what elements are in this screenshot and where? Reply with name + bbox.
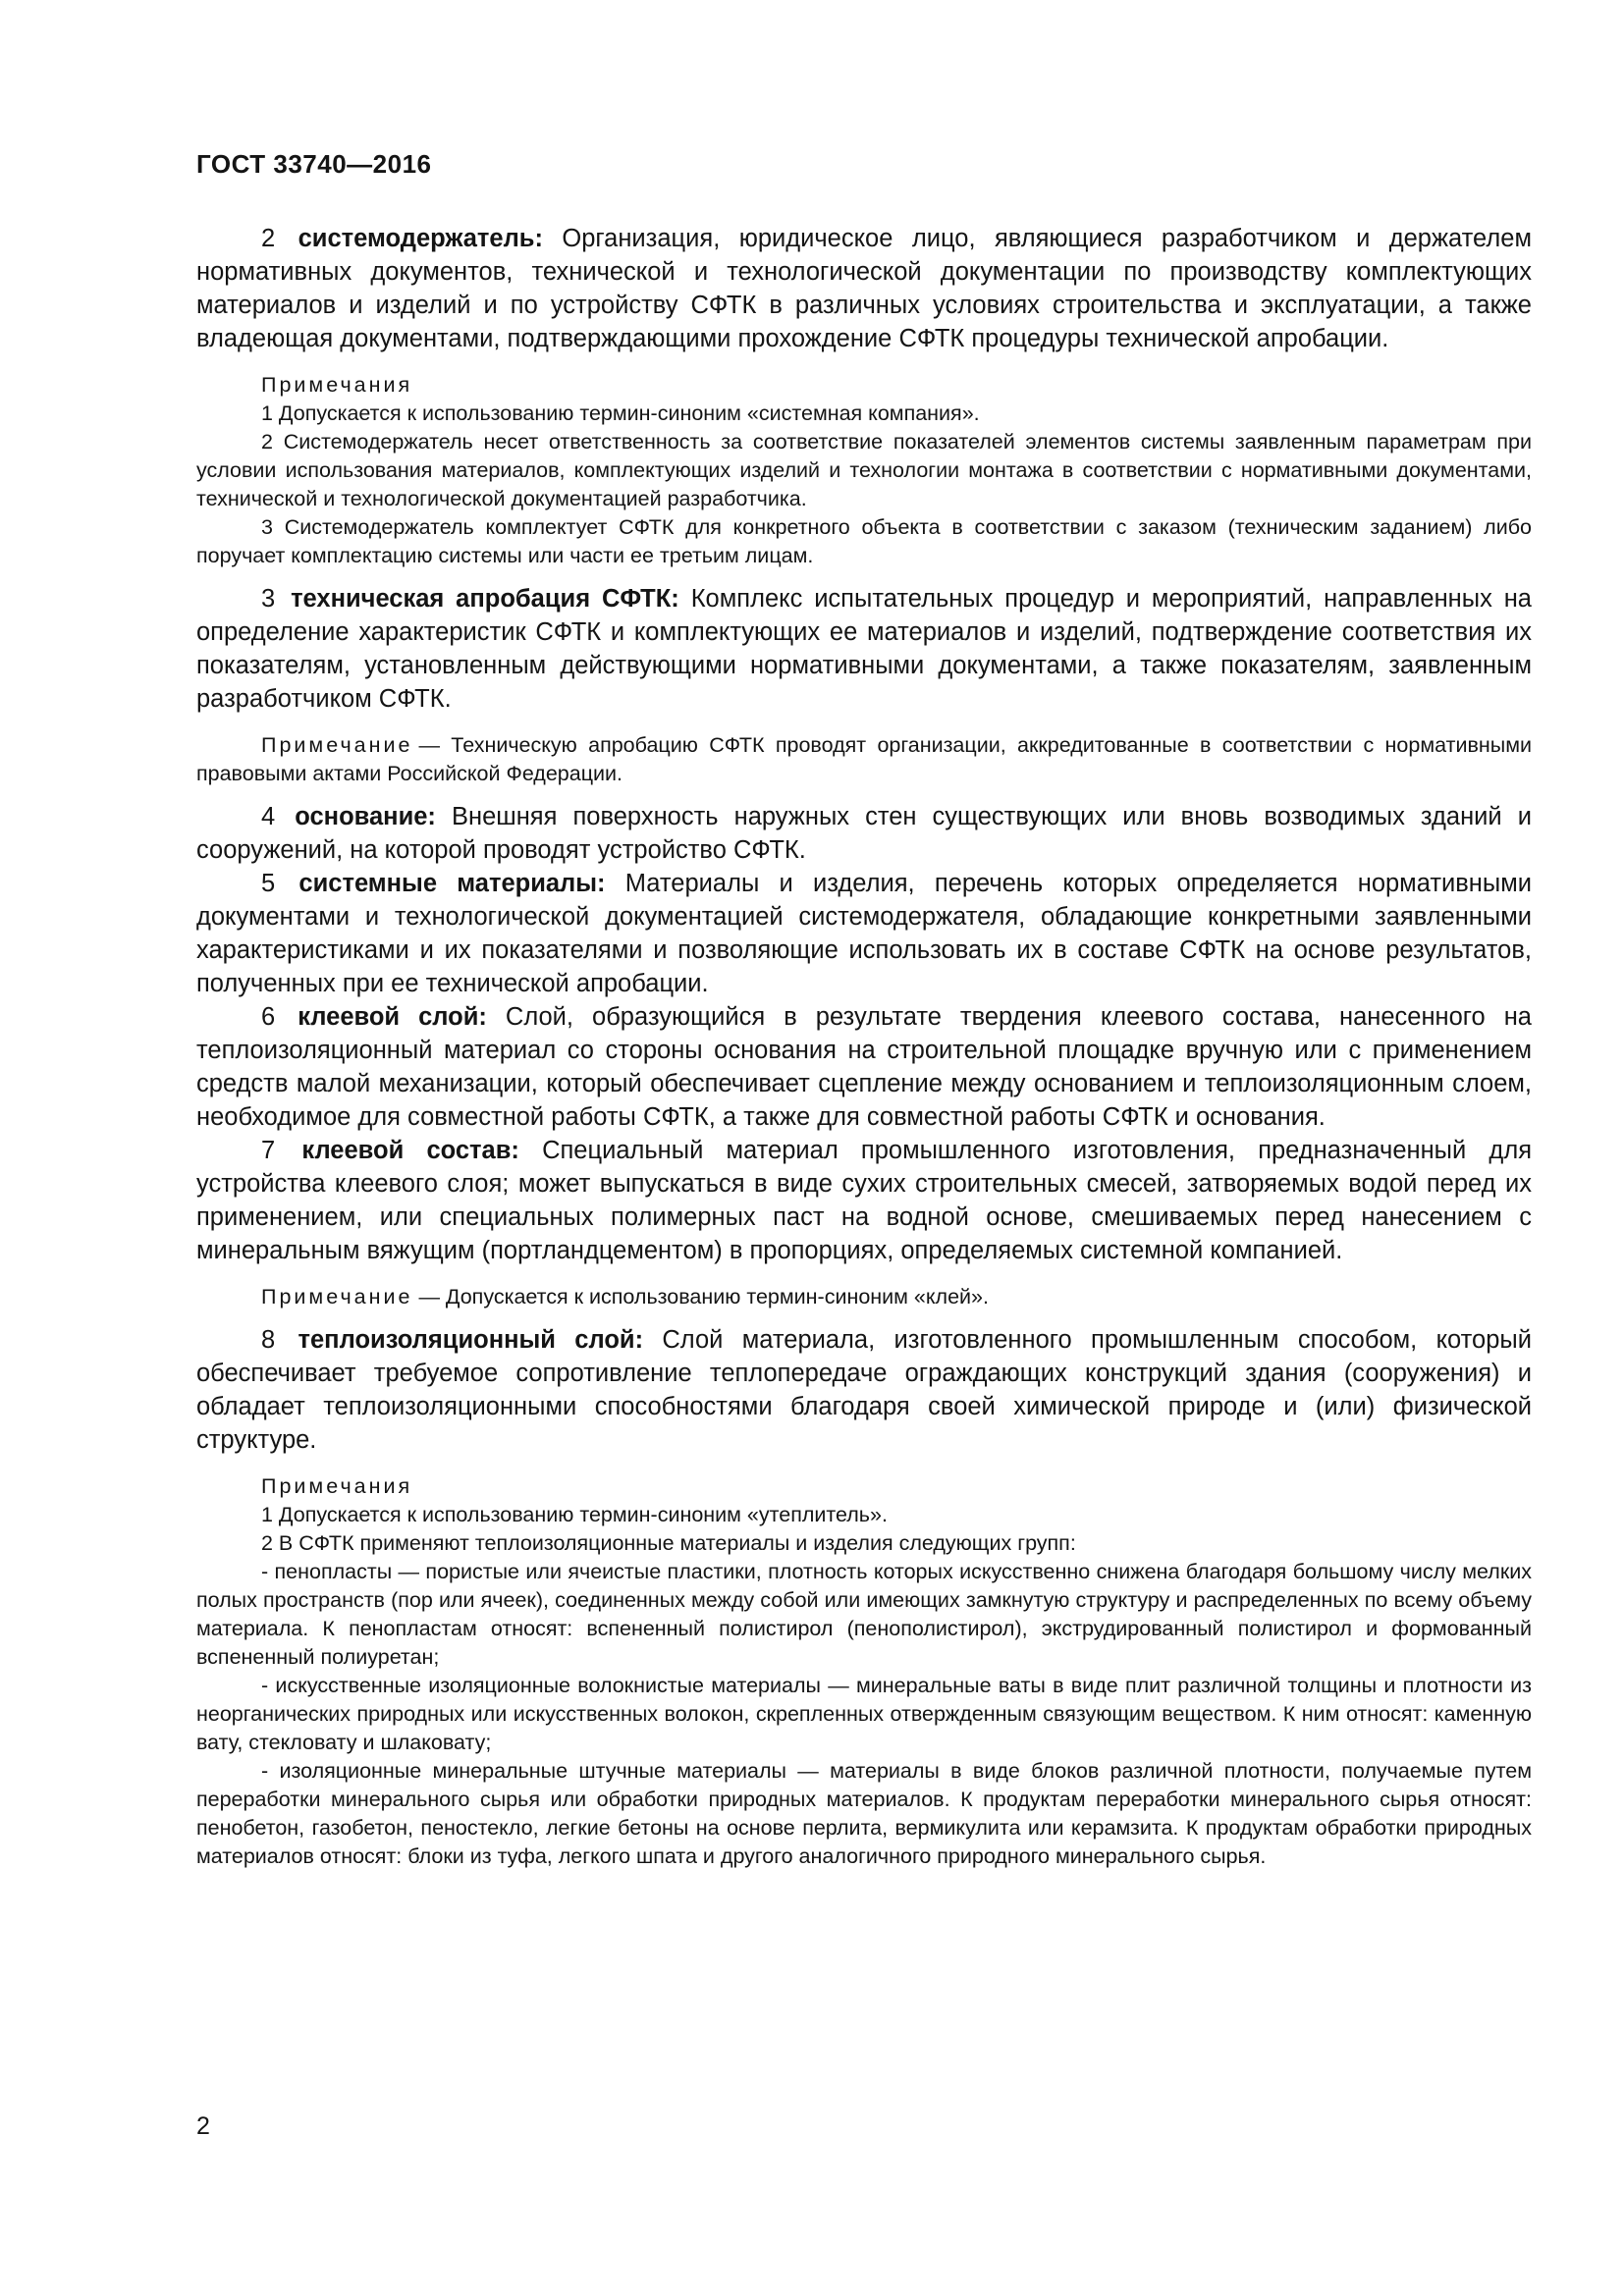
note-text: — Допускается к использованию термин-синоним «клей».	[418, 1285, 989, 1308]
term-number: 5	[261, 870, 276, 897]
term-6	[196, 1000, 1532, 1134]
term-number: 7	[261, 1137, 276, 1164]
notes-heading: Примечания	[261, 1474, 413, 1498]
term-definition: Организация, юридическое лицо, являющиеся разработчиком и держателем нормативных документов, технической и технологической документации по производству комплектующих материалов и изделий и по устройству СФТК в различных условиях строительства и эксплуатации, а также владеющая документами, подтверждающими прохождение СФТК процедуры технической апробации.	[196, 225, 1532, 352]
note-item: 2 В СФТК применяют теплоизоляционные материалы и изделия следующих групп:	[261, 1531, 1076, 1555]
note-text: — Техническую апробацию СФТК проводят организации, аккредитованные в соответствии с нормативными правовыми актами Российской Федерации.	[196, 733, 1532, 785]
note-item: 3 Системодержатель комплектует СФТК для конкретного объекта в соответствии с заказом (техническим заданием) либо поручает комплектацию системы или части ее третьим лицам.	[196, 515, 1532, 567]
term-definition: Комплекс испытательных процедур и мероприятий, направленных на определение характеристик СФТК и комплектующих ее материалов и изделий, подтверждение соответствия их показателям, установленным действующими нормативными документами, а также показателям, заявленным разработчиком СФТК.	[196, 585, 1532, 713]
term-definition: Слой, образующийся в результате твердения клеевого состава, нанесенного на теплоизоляционный материал со стороны основания на строительной площадке вручную или с применением средств малой механизации, который обеспечивает сцепление между основанием и теплоизоляционным слоем, необходимое для совместной работы СФТК, а также для совместной работы СФТК и основания.	[196, 1003, 1532, 1131]
term-number: 4	[261, 803, 276, 830]
note-item: 1 Допускается к использованию термин-синоним «системная компания».	[261, 401, 980, 425]
page-number: 2	[196, 2112, 210, 2140]
note-item: 1 Допускается к использованию термин-синоним «утеплитель».	[261, 1503, 888, 1526]
note-item: - пенопласты — пористые или ячеистые пластики, плотность которых искусственно снижена благодаря большому числу мелких полых пространств (пор или ячеек), соединенных между собой или имеющих замкнутую структуру и распределенных по всему объему материала. К пенопластам относят: вспененный полистирол (пенополистирол), экструдированный полистирол и формованный вспененный полиуретан;	[196, 1560, 1532, 1669]
term-2	[196, 222, 1532, 355]
term-title: клеевой состав:	[301, 1137, 519, 1164]
note-item: 2 Системодержатель несет ответственность за соответствие показателей элементов системы заявленным параметрам при условии использования материалов, комплектующих изделий и технологии монтажа в соответствии с нормативными документами, технической и технологической документацией разработчика.	[196, 430, 1532, 510]
term-7	[196, 1134, 1532, 1267]
term-definition: Слой материала, изготовленного промышленным способом, который обеспечивает требуемое сопротивление теплопередаче ограждающих конструкций здания (сооружения) и обладает теплоизоляционными способностями благодаря своей химической природе и (или) физической структуре.	[196, 1326, 1532, 1454]
term-title: основание:	[295, 803, 436, 830]
notes-term-2	[196, 371, 1532, 570]
term-number: 8	[261, 1326, 276, 1354]
note-term-7	[196, 1283, 1532, 1311]
term-number: 3	[261, 585, 276, 613]
term-definition: Специальный материал промышленного изготовления, предназначенный для устройства клеевого слоя; может выпускаться в виде сухих строительных смесей, затворяемых водой перед их применением, или специальных полимерных паст на водной основе, смешиваемых перед нанесением с минеральным вяжущим (портландцементом) в пропорциях, определяемых системной компанией.	[196, 1137, 1532, 1264]
note-item: - изоляционные минеральные штучные материалы — материалы в виде блоков различной плотности, получаемые путем переработки минерального сырья или обработки природных материалов. К продуктам переработки минерального сырья относят: пенобетон, газобетон, пеностекло, легкие бетоны на основе перлита, вермикулита или керамзита. К продуктам обработки природных материалов относят: блоки из туфа, легкого шпата и другого аналогичного природного минерального сырья.	[196, 1759, 1532, 1868]
note-label: Примечание	[261, 1285, 413, 1308]
term-definition: Материалы и изделия, перечень которых определяется нормативными документами и технологической документацией системодержателя, обладающие конкретными заявленными характеристиками и их показателями и позволяющие использовать их в составе СФТК на основе результатов, полученных при ее технической апробации.	[196, 870, 1532, 997]
notes-term-8	[196, 1472, 1532, 1871]
term-4	[196, 800, 1532, 867]
note-term-3	[196, 731, 1532, 788]
note-label: Примечание	[261, 733, 413, 757]
term-title: теплоизоляционный слой:	[298, 1326, 644, 1354]
term-8	[196, 1323, 1532, 1457]
document-id: ГОСТ 33740—2016	[196, 149, 432, 179]
term-title: техническая апробация СФТК:	[291, 585, 679, 613]
term-number: 6	[261, 1003, 276, 1031]
notes-heading: Примечания	[261, 373, 413, 397]
term-5	[196, 867, 1532, 1000]
term-definition: Внешняя поверхность наружных стен существующих или вновь возводимых зданий и сооружений, на которой проводят устройство СФТК.	[196, 803, 1532, 864]
term-title: клеевой слой:	[298, 1003, 487, 1031]
term-title: системодержатель:	[298, 225, 543, 252]
note-item: - искусственные изоляционные волокнистые материалы — минеральные ваты в виде плит различной толщины и плотности из неорганических природных или искусственных волокон, скрепленных отвержденным связующим веществом. К ним относят: каменную вату, стекловату и шлаковату;	[196, 1674, 1532, 1754]
term-number: 2	[261, 225, 276, 252]
document-body	[196, 222, 1532, 1871]
term-title: системные материалы:	[298, 870, 606, 897]
term-3	[196, 582, 1532, 716]
